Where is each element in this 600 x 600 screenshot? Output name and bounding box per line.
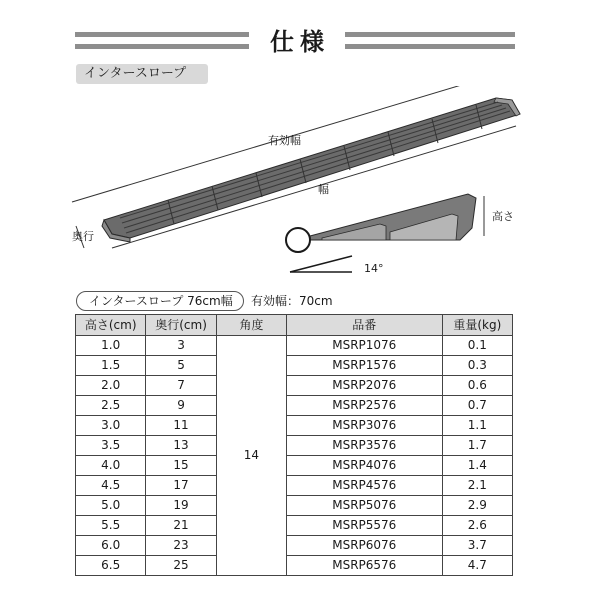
table-row [76, 356, 513, 376]
cell-weight: 2.9 [442, 496, 512, 516]
cell-height: 2.0 [76, 376, 146, 396]
slope-line [290, 256, 352, 272]
label-angle: 14° [364, 262, 384, 275]
cell-weight: 1.7 [442, 436, 512, 456]
cell-weight: 1.4 [442, 456, 512, 476]
title-bar-left-bottom [75, 44, 249, 49]
cell-height: 3.5 [76, 436, 146, 456]
cell-depth: 17 [146, 476, 216, 496]
cell-part-number: MSRP6076 [286, 536, 442, 556]
cell-weight: 0.1 [442, 336, 512, 356]
cell-height: 1.5 [76, 356, 146, 376]
cell-part-number: MSRP2576 [286, 396, 442, 416]
cell-depth: 15 [146, 456, 216, 476]
table-row [76, 416, 513, 436]
effective-width-text: 有効幅：70cm [251, 294, 333, 308]
cell-height: 6.5 [76, 556, 146, 576]
cell-part-number: MSRP1076 [286, 336, 442, 356]
table-row [76, 436, 513, 456]
cell-weight: 1.1 [442, 416, 512, 436]
cell-part-number: MSRP4576 [286, 476, 442, 496]
cell-weight: 3.7 [442, 536, 512, 556]
cell-height: 4.0 [76, 456, 146, 476]
cell-depth: 13 [146, 436, 216, 456]
table-row [76, 396, 513, 416]
label-effective-width: 有効幅 [268, 134, 301, 147]
header-weight: 重量(kg) [442, 315, 512, 336]
cell-part-number: MSRP4076 [286, 456, 442, 476]
cell-part-number: MSRP2076 [286, 376, 442, 396]
table-header-row [76, 315, 513, 336]
cell-height: 4.5 [76, 476, 146, 496]
cell-height: 5.0 [76, 496, 146, 516]
cell-weight: 4.7 [442, 556, 512, 576]
cell-part-number: MSRP5576 [286, 516, 442, 536]
angle-detail-circle [286, 228, 310, 252]
cell-height: 6.0 [76, 536, 146, 556]
cell-part-number: MSRP1576 [286, 356, 442, 376]
table-row [76, 336, 513, 356]
cell-height: 5.5 [76, 516, 146, 536]
cell-weight: 0.3 [442, 356, 512, 376]
table-row [76, 496, 513, 516]
table-row [76, 456, 513, 476]
header-height: 高さ(cm) [76, 315, 146, 336]
cell-part-number: MSRP3076 [286, 416, 442, 436]
table-row [76, 376, 513, 396]
table-row [76, 536, 513, 556]
cell-weight: 0.6 [442, 376, 512, 396]
title-bar-right-top [345, 32, 515, 37]
label-depth: 奥行 [72, 230, 94, 243]
cell-depth: 19 [146, 496, 216, 516]
product-name-pill: インタースロープ 76cm幅 [76, 291, 244, 311]
title-bar-left-top [75, 32, 249, 37]
ramp-illustration [60, 86, 540, 291]
table-row [76, 476, 513, 496]
cell-depth: 25 [146, 556, 216, 576]
table-row [76, 516, 513, 536]
cell-part-number: MSRP6576 [286, 556, 442, 576]
label-width: 幅 [318, 183, 329, 196]
header-depth: 奥行(cm) [146, 315, 216, 336]
page-title: 仕様 [270, 28, 330, 56]
cell-angle: 14 [216, 336, 286, 576]
cell-part-number: MSRP3576 [286, 436, 442, 456]
cell-height: 3.0 [76, 416, 146, 436]
cell-weight: 2.1 [442, 476, 512, 496]
cell-height: 2.5 [76, 396, 146, 416]
cell-depth: 5 [146, 356, 216, 376]
header-part-number: 品番 [286, 315, 442, 336]
cell-depth: 3 [146, 336, 216, 356]
table-row [76, 556, 513, 576]
cell-depth: 23 [146, 536, 216, 556]
page-header [0, 0, 600, 60]
cell-weight: 2.6 [442, 516, 512, 536]
label-height: 高さ [492, 210, 514, 223]
header-angle: 角度 [216, 315, 286, 336]
cell-height: 1.0 [76, 336, 146, 356]
title-bar-right-bottom [345, 44, 515, 49]
cell-depth: 21 [146, 516, 216, 536]
cell-part-number: MSRP5076 [286, 496, 442, 516]
section-label: インタースロープ [76, 64, 208, 84]
cell-depth: 9 [146, 396, 216, 416]
cell-weight: 0.7 [442, 396, 512, 416]
cell-depth: 11 [146, 416, 216, 436]
cell-depth: 7 [146, 376, 216, 396]
spec-table [75, 314, 513, 576]
